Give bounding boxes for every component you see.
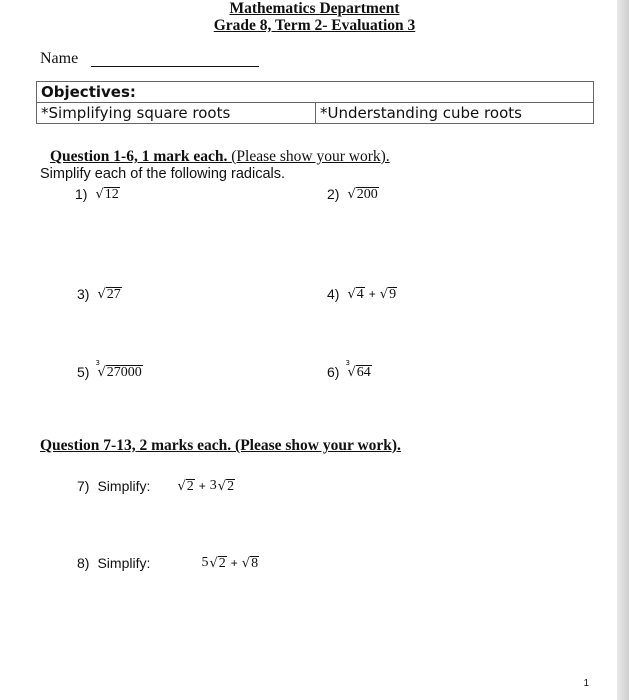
plus-operator: +: [230, 556, 238, 570]
radical-sign: √: [347, 186, 356, 202]
radical-sign: √: [379, 286, 389, 302]
page-number: 1: [583, 678, 589, 689]
simplify-label: Simplify:: [97, 478, 151, 494]
objectives-table: [36, 81, 594, 124]
page-edge: [617, 0, 629, 700]
radical-sign: √: [241, 555, 251, 571]
objectives-heading: Objectives:: [37, 82, 594, 103]
cube-root: [345, 358, 371, 380]
problem-6: [327, 358, 372, 380]
problem-7: [77, 478, 235, 494]
evaluation-title: Grade 8, Term 2- Evaluation 3: [213, 17, 416, 34]
objective-item: *Understanding cube roots: [316, 103, 594, 124]
radical-sign: √: [209, 555, 218, 571]
radical-sign: √: [95, 186, 104, 202]
radical-sign: 3 √: [345, 358, 356, 380]
radical-sign: 3 √: [95, 358, 106, 380]
section1-instruction: Simplify each of the following radicals.: [40, 166, 286, 182]
name-line[interactable]: [91, 66, 259, 67]
root-index: 3: [345, 358, 350, 367]
plus-operator: +: [198, 479, 206, 493]
radicand: 12: [104, 186, 119, 202]
coefficient: 3: [209, 478, 217, 493]
department-title: Mathematics Department: [229, 0, 400, 17]
square-root: [209, 556, 226, 571]
radicand: 64: [356, 364, 371, 380]
radical-sign: √: [97, 286, 106, 302]
radical-sign: √: [347, 286, 356, 302]
square-root: [347, 287, 364, 302]
cube-root: [95, 358, 142, 380]
radicand: 2: [227, 478, 235, 494]
square-root: [242, 556, 259, 571]
problem-3: [77, 286, 122, 302]
problem-number: 2): [327, 186, 340, 202]
problem-2: [327, 186, 379, 202]
root-index: 3: [95, 358, 100, 367]
section1-note: (Please show your work).: [231, 148, 390, 165]
problem-number: 6): [327, 364, 340, 380]
radical-sign: √: [177, 478, 186, 494]
problem-8: [77, 555, 259, 571]
section1-heading-text: Question 1-6, 1 mark each.: [50, 148, 228, 165]
coefficient: 5: [201, 555, 209, 570]
objective-item: *Simplifying square roots: [37, 103, 316, 124]
problem-number: 8): [77, 555, 90, 571]
square-root: [177, 479, 194, 494]
problem-number: 3): [77, 286, 90, 302]
radicand: 27: [106, 286, 121, 302]
problem-1: [75, 186, 120, 202]
name-label: Name: [40, 50, 79, 67]
problem-4: [327, 286, 397, 302]
square-root: [97, 287, 121, 302]
square-root: [347, 187, 378, 202]
radicand: 27000: [106, 364, 142, 380]
section1-heading: [50, 148, 390, 166]
radicand: 2: [186, 478, 194, 494]
radicand: 9: [389, 286, 397, 302]
radical-sign: √: [217, 478, 227, 494]
radicand: 200: [356, 186, 378, 202]
problem-number: 4): [327, 286, 340, 302]
problem-number: 1): [75, 186, 88, 202]
section2-heading: Question 7-13, 2 marks each. (Please show your work).: [40, 437, 401, 454]
radicand: 8: [251, 555, 259, 571]
plus-operator: +: [368, 287, 376, 301]
problem-number: 5): [77, 364, 90, 380]
radicand: 2: [218, 555, 226, 571]
simplify-label: Simplify:: [97, 555, 151, 571]
square-root: [380, 287, 397, 302]
square-root: [95, 187, 119, 202]
radicand: 4: [356, 286, 364, 302]
square-root: [218, 479, 235, 494]
problem-5: [77, 358, 143, 380]
problem-number: 7): [77, 478, 90, 494]
